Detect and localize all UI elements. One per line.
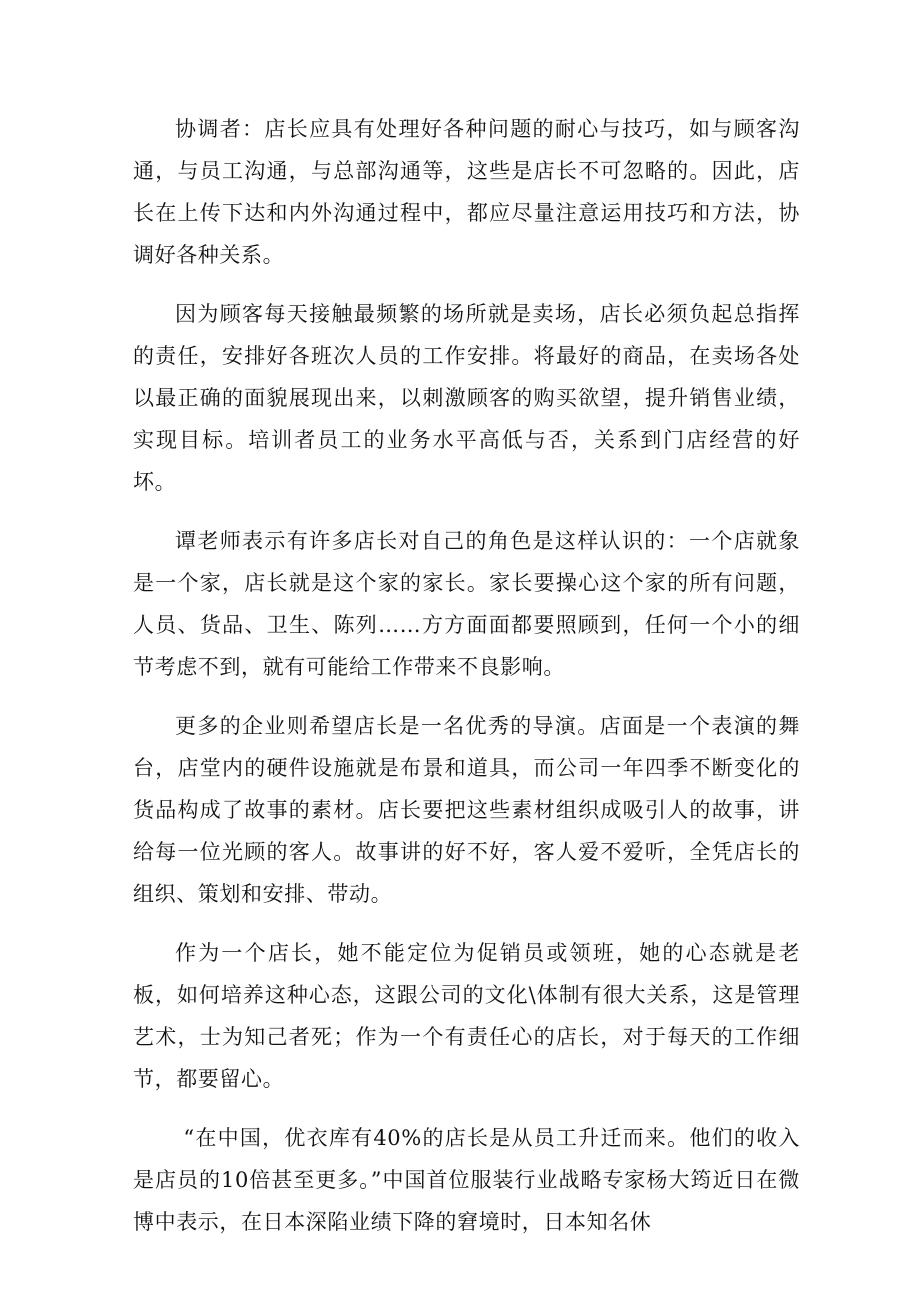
paragraph-uniqlo-quote: “在中国，优衣库有40%的店长是从员工升迁而来。他们的收入是店员的10倍甚至更多。”中国首位服装行业战略专家杨大筠近日在微博中表示，在日本深陷业绩下降的窘境时，日本知名休: [133, 1126, 800, 1234]
paragraph-store-as-family: 谭老师表示有许多店长对自己的角色是这样认识的：一个店就象是一个家，店长就是这个家的家长。家长要操心这个家的所有问题，人员、货品、卫生、陈列……方方面面都要照顾到，任何一个小的细节考虑不到，就有可能给工作带来不良影响。: [133, 529, 800, 679]
paragraph-manager-mindset: 作为一个店长，她不能定位为促销员或领班，她的心态就是老板，如何培养这种心态，这跟公司的文化\体制有很大关系，这是管理艺术，士为知己者死；作为一个有责任心的店长，对于每天的工作细节，都要留心。: [133, 941, 800, 1091]
paragraph-coordinator: 协调者：店长应具有处理好各种问题的耐心与技巧，如与顾客沟通，与员工沟通，与总部沟通等，这些是店长不可忽略的。因此，店长在上传下达和内外沟通过程中，都应尽量注意运用技巧和方法，协调好各种关系。: [133, 117, 800, 267]
paragraph-store-director: 更多的企业则希望店长是一名优秀的导演。店面是一个表演的舞台，店堂内的硬件设施就是布景和道具，而公司一年四季不断变化的货品构成了故事的素材。店长要把这些素材组织成吸引人的故事，讲给每一位光顾的客人。故事讲的好不好，客人爱不爱听，全凭店长的组织、策划和安排、带动。: [133, 714, 800, 906]
paragraph-sales-floor: 因为顾客每天接触最频繁的场所就是卖场，店长必须负起总指挥的责任，安排好各班次人员的工作安排。将最好的商品，在卖场各处以最正确的面貌展现出来，以刺激顾客的购买欲望，提升销售业绩，实现目标。培训者员工的业务水平高低与否，关系到门店经营的好坏。: [133, 302, 800, 494]
